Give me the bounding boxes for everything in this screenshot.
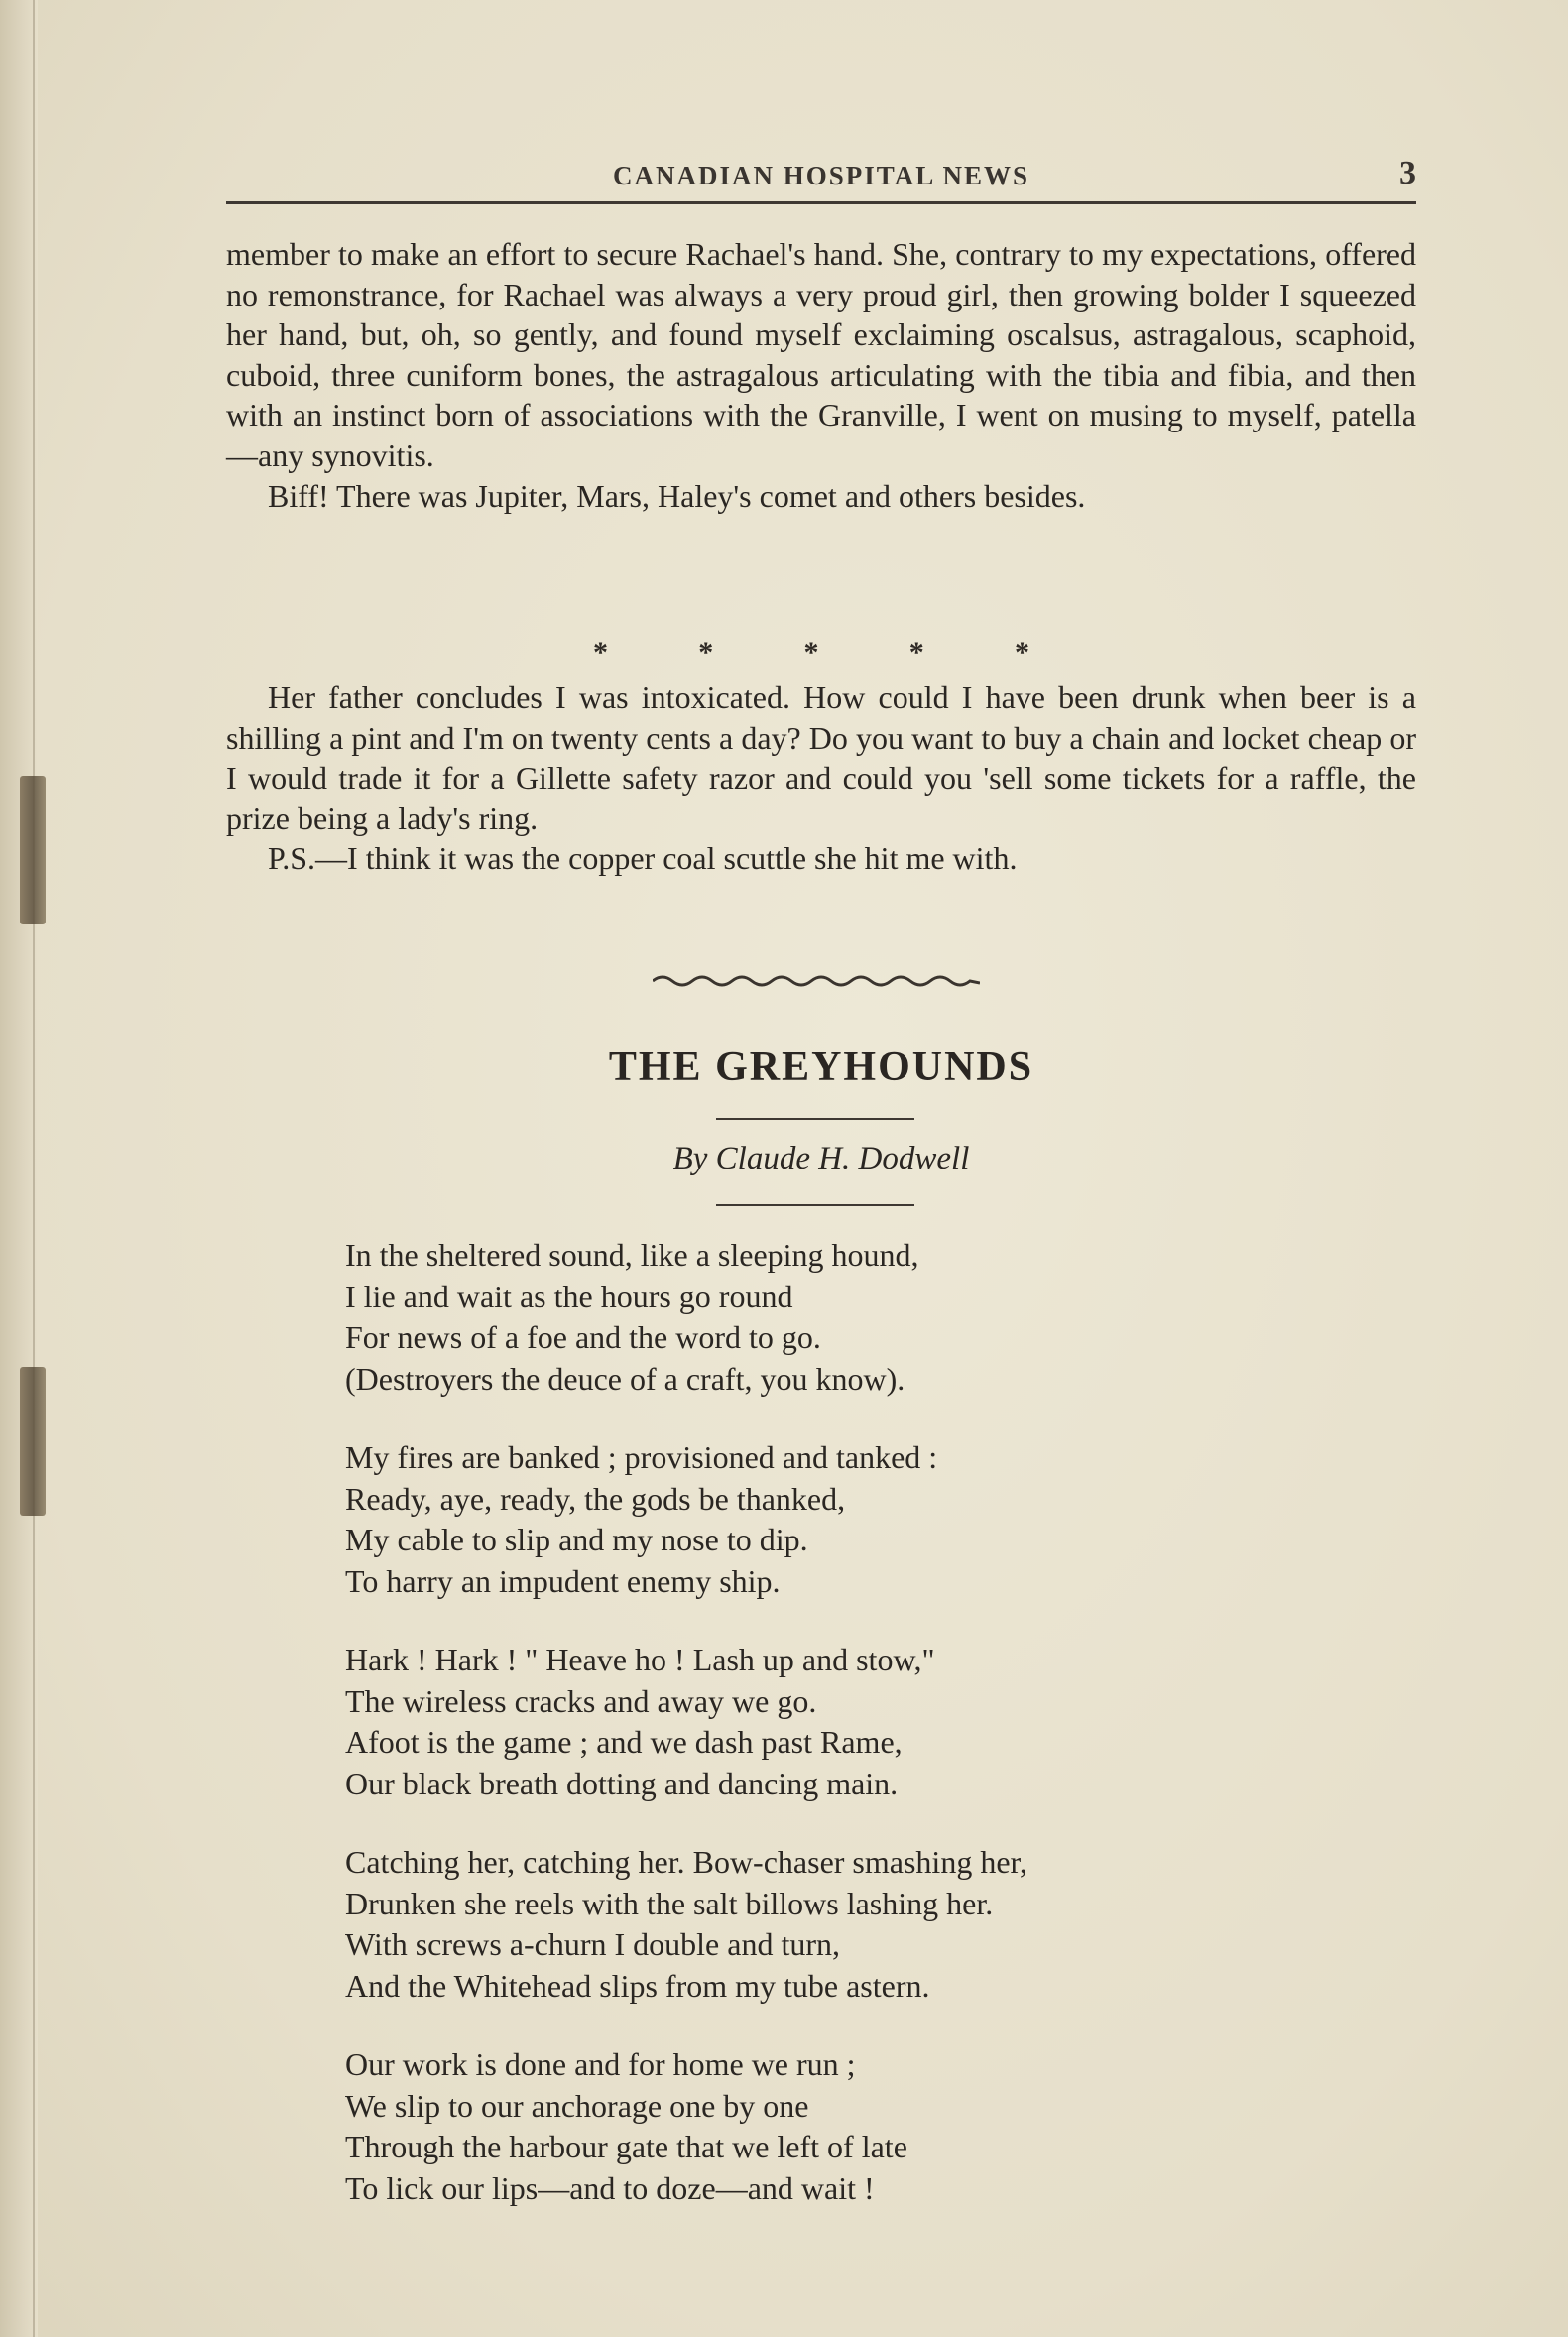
poem-line: For news of a foe and the word to go. — [345, 1319, 821, 1355]
stanza — [345, 1640, 1416, 1804]
header-rule — [226, 201, 1416, 204]
page-number: 3 — [1399, 155, 1416, 191]
asterisk: * — [698, 636, 714, 669]
binding-staple-top — [20, 776, 46, 924]
stanza — [345, 2044, 1416, 2209]
stanza — [345, 1437, 1416, 1602]
poem-byline: By Claude H. Dodwell — [672, 1141, 970, 1176]
stanza — [345, 1235, 1416, 1400]
asterisk: * — [593, 636, 608, 669]
title-rule — [716, 1118, 914, 1120]
poem-line: Hark ! Hark ! " Heave ho ! Lash up and stow," — [345, 1642, 935, 1677]
running-title: CANADIAN HOSPITAL NEWS — [612, 161, 1030, 190]
poem-line: My fires are banked ; provisioned and tanked : — [345, 1439, 938, 1475]
paragraph: member to make an effort to secure Rachael's hand. She, contrary to my expectations, offered no remonstrance, for Rachael was always a very proud girl, then growing bolder I squeezed her hand, but, oh, so gently, and found myself exclaiming oscalsus, astragalous, scaphoid, cuboid, three cuniform bones, the astragalous articulating with the tibia and fibia, and then with an instinct born of associations with the Granville, I went on musing to myself, patella—any synovitis. — [226, 236, 1416, 473]
poem-line: Catching her, catching her. Bow-chaser smashing her, — [345, 1844, 1027, 1880]
running-head — [226, 157, 1416, 206]
asterisk: * — [908, 636, 924, 669]
poem-line: Our black breath dotting and dancing main. — [345, 1765, 899, 1801]
poem-line: Through the harbour gate that we left of late — [345, 2129, 907, 2164]
poem-line: And the Whitehead slips from my tube astern. — [345, 1967, 930, 2004]
poem-line: I lie and wait as the hours go round — [345, 1278, 793, 1314]
poem-line: My cable to slip and my nose to dip. — [345, 1522, 808, 1557]
poem-line: With screws a-churn I double and turn, — [345, 1926, 840, 1962]
poem-title: THE GREYHOUNDS — [608, 1045, 1034, 1090]
poem-line: Our work is done and for home we run ; — [345, 2046, 856, 2082]
stanza — [345, 1842, 1416, 2007]
decorative-wave-ornament — [653, 970, 980, 992]
poem-line: Drunken she reels with the salt billows lashing her. — [345, 1885, 994, 1921]
byline-rule — [716, 1204, 914, 1206]
article-conclusion — [226, 677, 1416, 879]
article-continuation — [226, 234, 1416, 516]
poem-line: (Destroyers the deuce of a craft, you know). — [345, 1360, 905, 1397]
binding-staple-bottom — [20, 1367, 46, 1516]
poem-line: To lick our lips—and to doze—and wait ! — [345, 2169, 875, 2206]
poem-line: The wireless cracks and away we go. — [345, 1682, 817, 1719]
asterisk: * — [1015, 636, 1029, 669]
asterisk: * — [803, 636, 819, 669]
poem-line: Ready, aye, ready, the gods be thanked, — [345, 1480, 846, 1517]
poem-line: To harry an impudent enemy ship. — [345, 1562, 781, 1599]
paragraph: P.S.—I think it was the copper coal scuttle she hit me with. — [268, 840, 1018, 877]
poem-line: In the sheltered sound, like a sleeping hound, — [345, 1237, 919, 1273]
poem-line: Afoot is the game ; and we dash past Rame, — [345, 1724, 903, 1760]
paragraph: Her father concludes I was intoxicated. How could I have been drunk when beer is a shilling a pint and I'm on twenty cents a day? Do you want to buy a chain and locket cheap or I would trade it for a Gillette safety razor and could you 'sell some tickets for a raffle, the prize being a lady's ring. — [226, 679, 1416, 836]
spine-fold-line — [33, 0, 35, 2337]
paragraph: Biff! There was Jupiter, Mars, Haley's comet and others besides. — [268, 477, 1086, 514]
section-separator — [593, 636, 1029, 670]
poem-body — [345, 1235, 1416, 2247]
poem-line: We slip to our anchorage one by one — [345, 2087, 809, 2124]
